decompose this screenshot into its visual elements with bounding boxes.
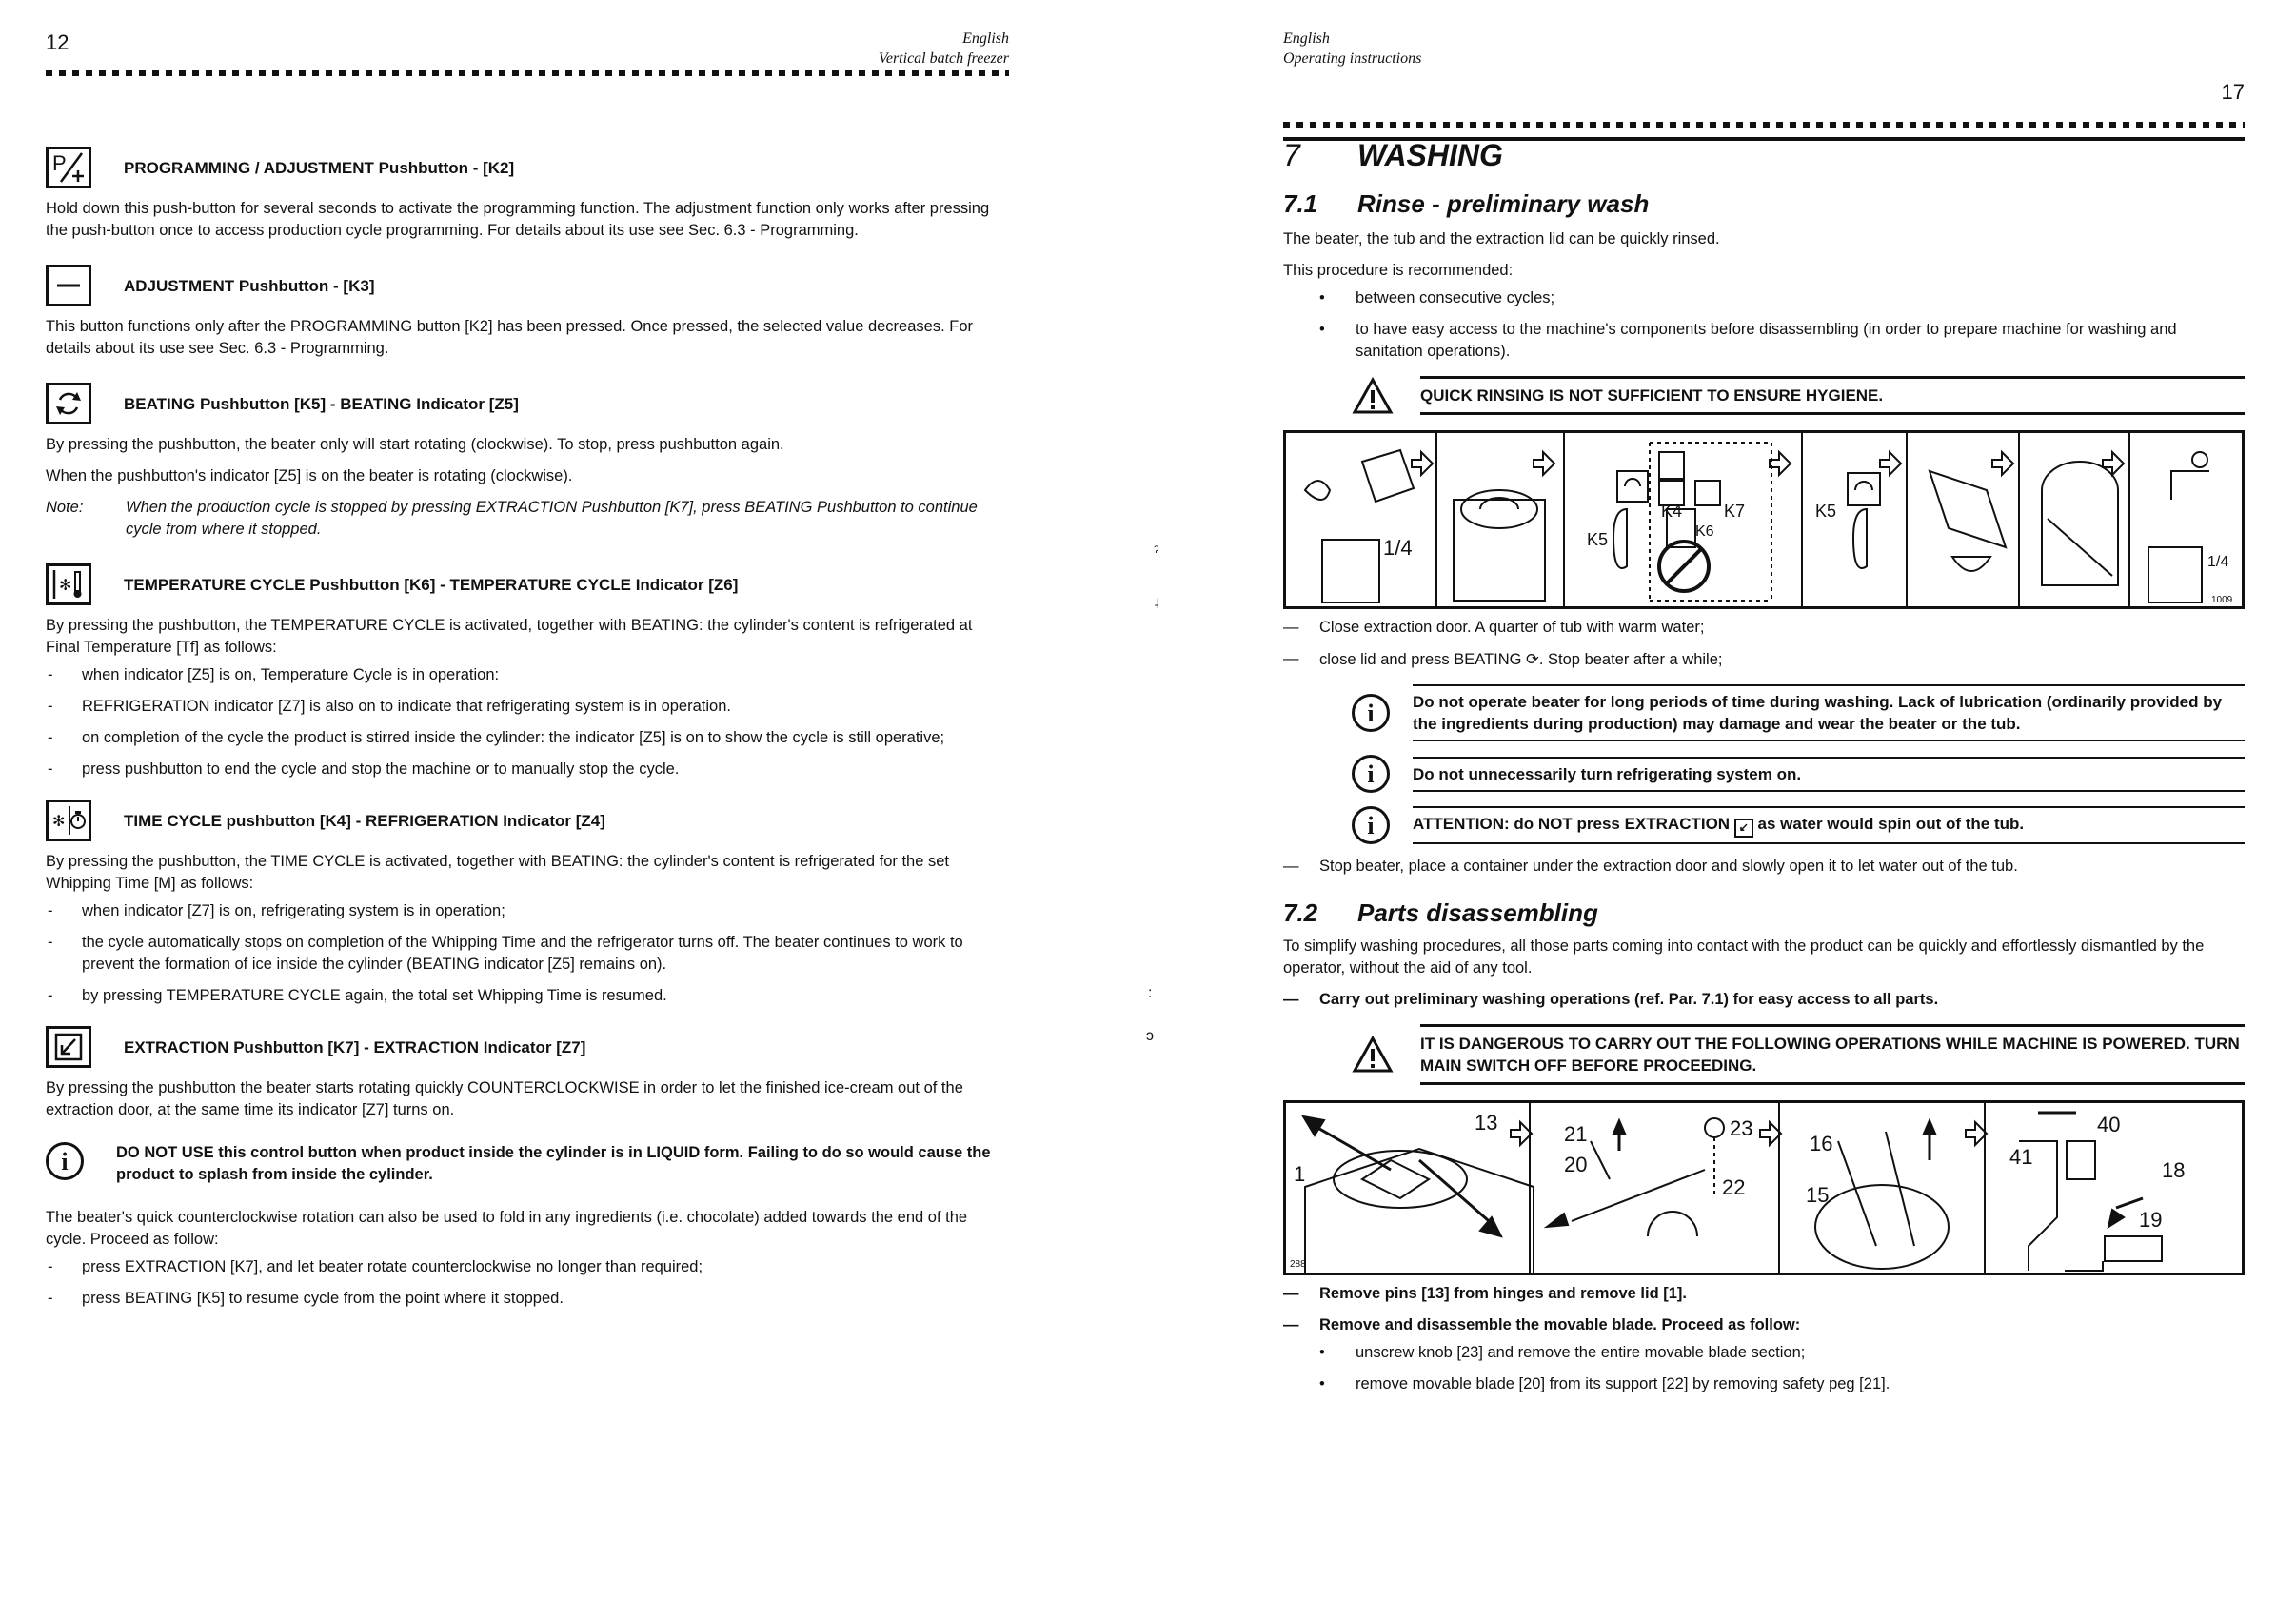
- instruction-line: — Close extraction door. A quarter of tub with warm water;: [1283, 617, 2245, 639]
- margin-mark: ˀ: [1154, 544, 1159, 561]
- header-labels: [879, 29, 1009, 69]
- note: [46, 497, 1009, 541]
- list-item: - press pushbutton to end the cycle and stop the machine or to manually stop the cycle.: [46, 759, 1009, 780]
- list-item: - REFRIGERATION indicator [Z7] is also on to indicate that refrigerating system is in operation.: [46, 696, 1009, 718]
- instruction-text: . Stop beater after a while;: [1538, 651, 1723, 668]
- part-23-label: 23: [1730, 1116, 1753, 1140]
- time-cycle-list: [46, 900, 1009, 1007]
- part-41-label: 41: [2009, 1145, 2033, 1169]
- list-item: - when indicator [Z7] is on, refrigerating system is in operation;: [46, 900, 1009, 922]
- info-notice: [1352, 806, 2245, 844]
- warning-triangle-icon: [1352, 377, 1394, 415]
- section-extraction: [46, 1026, 1009, 1068]
- header-divider: [46, 70, 1009, 76]
- extraction-list: [46, 1256, 1009, 1310]
- rinse-illustration: [1286, 433, 2242, 606]
- info-icon: i: [1352, 694, 1390, 732]
- part-16-label: 16: [1810, 1132, 1833, 1155]
- list-item: • unscrew knob [23] and remove the entire movable blade section;: [1283, 1342, 2245, 1364]
- instruction-line: — Remove and disassemble the movable blade. Proceed as follow:: [1283, 1314, 2245, 1336]
- info-text: Do not operate beater for long periods of time during washing. Lack of lubrication (ordinarily provided by the ingredients during production) may damage and wear the beater or the tub.: [1413, 684, 2245, 741]
- extraction-icon: [46, 1026, 91, 1068]
- k6-label: K6: [1695, 523, 1714, 540]
- rinse-figure: [1283, 430, 2245, 609]
- list-item: - press BEATING [K5] to resume cycle from the point where it stopped.: [46, 1288, 1009, 1310]
- info-notice: [1352, 684, 2245, 741]
- warning-notice: [1352, 376, 2245, 415]
- instruction-text: close lid and press BEATING: [1319, 651, 1522, 668]
- svg-text:✻: ✻: [59, 576, 72, 594]
- part-40-label: 40: [2097, 1113, 2121, 1136]
- header-language: English: [1283, 30, 1330, 47]
- paragraph: The beater, the tub and the extraction lid can be quickly rinsed.: [1283, 230, 1720, 247]
- disassembly-figure: [1283, 1100, 2245, 1275]
- instruction-line: — Carry out preliminary washing operations (ref. Par. 7.1) for easy access to all parts.: [1283, 989, 2245, 1011]
- warning-notice: [1352, 1024, 2245, 1085]
- section-title: TEMPERATURE CYCLE Pushbutton [K6] - TEMPERATURE CYCLE Indicator [Z6]: [124, 575, 739, 594]
- section-title: BEATING Pushbutton [K5] - BEATING Indicator [Z5]: [124, 394, 519, 413]
- section-beating: [46, 383, 1009, 424]
- info-notice: [46, 1142, 1009, 1186]
- info-text: [1413, 806, 2245, 844]
- section-title: ADJUSTMENT Pushbutton - [K3]: [124, 276, 375, 295]
- section-k3: [46, 265, 1009, 306]
- section-paragraph: By pressing the pushbutton the beater starts rotating quickly COUNTERCLOCKWISE in order to let the finished ice-cream out of the extraction door, at the same time its indicator [Z7] turns on.: [46, 1079, 963, 1118]
- section-paragraph: By pressing the pushbutton, the TEMPERATURE CYCLE is activated, together with BEATING: the cylinder's content is refrigerated at Final Temperature [Tf] as follows:: [46, 617, 973, 656]
- part-13-label: 13: [1475, 1111, 1498, 1135]
- page-number: 17: [2221, 80, 2245, 104]
- list-item: - press EXTRACTION [K7], and let beater rotate counterclockwise no longer than required;: [46, 1256, 1009, 1278]
- right-header: [1283, 0, 2245, 104]
- section-time-cycle: [46, 800, 1009, 841]
- part-1-label: 1: [1294, 1162, 1306, 1186]
- part-21-label: 21: [1564, 1122, 1588, 1146]
- extraction-icon: ↙: [1734, 819, 1753, 838]
- instruction-line: [1283, 648, 2245, 671]
- programming-plus-icon: [46, 147, 91, 188]
- svg-text:✻: ✻: [52, 812, 66, 830]
- section-paragraph: By pressing the pushbutton, the TIME CYCLE is activated, together with BEATING: the cylinder's content is refrigerated for the set Whipping Time [M] as follows:: [46, 853, 949, 892]
- snowflake-clock-icon: [46, 800, 91, 841]
- warning-text: IT IS DANGEROUS TO CARRY OUT THE FOLLOWING OPERATIONS WHILE MACHINE IS POWERED. TURN MAIN SWITCH OFF BEFORE PROCEEDING.: [1420, 1024, 2245, 1085]
- instruction-line: — Remove pins [13] from hinges and remove lid [1].: [1283, 1283, 2245, 1305]
- chapter-heading: [1283, 138, 2245, 172]
- warning-triangle-icon: [1352, 1036, 1394, 1074]
- margin-mark: ˸: [1148, 988, 1153, 1004]
- section-paragraph: The beater's quick counterclockwise rotation can also be used to fold in any ingredients (i.e. chocolate) added towards the end of the cycle. Proceed as follow:: [46, 1209, 968, 1248]
- temperature-list: [46, 664, 1009, 780]
- chapter-title: WASHING: [1357, 138, 1503, 172]
- part-18-label: 18: [2162, 1158, 2186, 1182]
- section-number: 7.1: [1283, 189, 1318, 218]
- list-item: - on completion of the cycle the product is stirred inside the cylinder: the indicator [Z5] is on to show the cycle is still operative;: [46, 727, 1009, 749]
- rotation-arrows-icon: ⟳: [1526, 650, 1539, 668]
- section-paragraph: This button functions only after the PROGRAMMING button [K2] has been pressed. Once pressed, the selected value decreases. For details about its use see Sec. 6.3 - Programming.: [46, 318, 973, 357]
- part-19-label: 19: [2139, 1208, 2163, 1232]
- part-20-label: 20: [1564, 1153, 1588, 1176]
- list-item: • remove movable blade [20] from its support [22] by removing safety peg [21].: [1283, 1373, 2245, 1395]
- info-text: Do not unnecessarily turn refrigerating system on.: [1413, 757, 2245, 792]
- minus-icon: [46, 265, 91, 306]
- paragraph: This procedure is recommended:: [1283, 262, 1514, 279]
- section-title: Rinse - preliminary wash: [1357, 189, 1650, 218]
- bullet-list: [1283, 1342, 2245, 1395]
- figure-code: 288: [1290, 1259, 1306, 1270]
- paragraph: To simplify washing procedures, all those parts coming into contact with the product can be quickly and effortlessly dismantled by the operator, without the aid of any tool.: [1283, 938, 2205, 977]
- header-subtitle: Operating instructions: [1283, 50, 1422, 67]
- k5-label: K5: [1587, 530, 1609, 549]
- instruction-line: — Stop beater, place a container under the extraction door and slowly open it to let water out of the tub.: [1283, 856, 2245, 878]
- svg-text:P: P: [52, 151, 67, 175]
- right-page: [1283, 0, 2245, 1599]
- k5-label: K5: [1815, 502, 1837, 521]
- section-paragraph: Hold down this push-button for several seconds to activate the programming function. The adjustment function only works after pressing the push-button once to access production cycle programming. For details about its use see Sec. 6.3 - Programming.: [46, 200, 990, 239]
- snowflake-thermometer-icon: [46, 563, 91, 605]
- info-notice: [1352, 755, 2245, 793]
- fill-fraction-label: 1/4: [1383, 536, 1413, 560]
- part-15-label: 15: [1806, 1183, 1830, 1207]
- section-heading: [1283, 189, 2245, 218]
- section-paragraph: By pressing the pushbutton, the beater only will start rotating (clockwise). To stop, press pushbutton again.: [46, 436, 784, 453]
- section-title: EXTRACTION Pushbutton [K7] - EXTRACTION Indicator [Z7]: [124, 1037, 586, 1056]
- margin-mark: ˨: [1154, 596, 1160, 612]
- k7-label: K7: [1724, 502, 1746, 521]
- fill-fraction-label: 1/4: [2207, 554, 2229, 570]
- section-temperature-cycle: [46, 563, 1009, 605]
- info-text: DO NOT USE this control button when product inside the cylinder is in LIQUID form. Failing to do so would cause the product to splash from inside the cylinder.: [116, 1144, 991, 1183]
- section-paragraph: When the pushbutton's indicator [Z5] is on the beater is rotating (clockwise).: [46, 467, 573, 484]
- warning-text: QUICK RINSING IS NOT SUFFICIENT TO ENSURE HYGIENE.: [1420, 376, 2245, 415]
- section-title: PROGRAMMING / ADJUSTMENT Pushbutton - [K2]: [124, 158, 515, 177]
- chapter-number: 7: [1283, 138, 1300, 172]
- rotation-arrows-icon: [46, 383, 91, 424]
- list-item: - the cycle automatically stops on completion of the Whipping Time and the refrigerator turns off. The beater continues to work to prevent the formation of ice inside the cylinder (BEATING indicator [Z5] remains on).: [46, 932, 1009, 976]
- note-text: When the production cycle is stopped by pressing EXTRACTION Pushbutton [K7], press BEATING Pushbutton to continue cycle from where it stopped.: [126, 499, 978, 538]
- info-icon: i: [46, 1142, 84, 1180]
- part-22-label: 22: [1722, 1175, 1746, 1199]
- margin-mark: ɔ: [1146, 1028, 1154, 1044]
- list-item: • to have easy access to the machine's components before disassembling (in order to prepare machine for washing and sanitation operations).: [1283, 319, 2245, 363]
- section-number: 7.2: [1283, 898, 1318, 927]
- left-page: [46, 0, 1009, 1599]
- left-header: [46, 0, 1009, 74]
- disassembly-illustration: [1286, 1103, 2242, 1273]
- header-subtitle: Vertical batch freezer: [878, 50, 1009, 67]
- header-labels: [1283, 29, 1421, 69]
- section-title: Parts disassembling: [1357, 898, 1598, 927]
- list-item: - when indicator [Z5] is on, Temperature Cycle is in operation:: [46, 664, 1009, 686]
- k4-label: K4: [1661, 502, 1683, 521]
- section-k2: [46, 147, 1009, 188]
- section-title: TIME CYCLE pushbutton [K4] - REFRIGERATION Indicator [Z4]: [124, 811, 605, 830]
- info-icon: i: [1352, 806, 1390, 844]
- header-language: English: [962, 30, 1009, 47]
- bullet-list: [1283, 287, 2245, 363]
- info-icon: i: [1352, 755, 1390, 793]
- list-item: - by pressing TEMPERATURE CYCLE again, the total set Whipping Time is resumed.: [46, 985, 1009, 1007]
- info-text-part: as water would spin out of the tub.: [1757, 815, 2025, 833]
- figure-code: 1009: [2211, 595, 2233, 605]
- note-label: Note:: [46, 499, 84, 516]
- list-item: • between consecutive cycles;: [1283, 287, 2245, 309]
- info-text-part: ATTENTION: do NOT press EXTRACTION: [1413, 815, 1731, 833]
- page-number: 12: [46, 30, 69, 54]
- section-heading: [1283, 898, 2245, 927]
